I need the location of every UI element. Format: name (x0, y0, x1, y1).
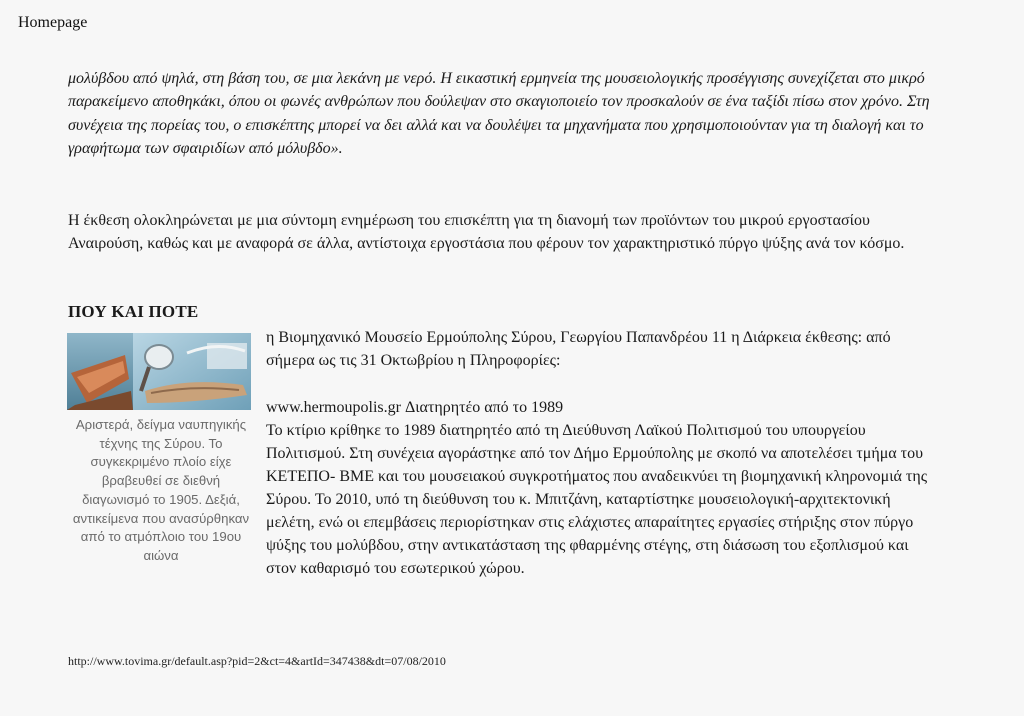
photo-caption: Αριστερά, δείγμα ναυπηγικής τέχνης της Σύρου. Το συγκεκριμένο πλοίο είχε βραβευθεί σε διεθνή διαγωνισμό το 1905. Δεξιά, αντικείμενα που ανασύρθηκαν από το ατμόπλοιο του 19ου αιώνα (72, 417, 250, 563)
website-line: www.hermoupolis.gr Διατηρητέο από το 1989 (266, 399, 564, 416)
article-closing-paragraph: Η έκθεση ολοκληρώνεται με μια σύντομη ενημέρωση του επισκέπτη για τη διανομή των προϊόντων του μικρού εργοστασίου Αναιρούση, καθώς και με αναφορά σε άλλα, αντίστοιχα εργοστάσια που φέρουν τον χαρακτηριστικό πύργο ψύξης ανά τον κόσμο. (68, 212, 905, 253)
article-italic-paragraph: μολύβδου από ψηλά, στη βάση του, σε μια λεκάνη με νερό. Η εικαστική ερμηνεία της μουσειολογικής προσέγγισης συνεχίζεται στο μικρό παρακείμενο αποθηκάκι, όπου οι φωνές ανθρώπων που δούλεψαν στο σκαγιοποιείο τον προσκαλούν σε ένα ταξίδι πίσω στον χρόνο. Στη συνέχεια της πορείας του, ο επισκέπτης μπορεί να δει αλλά και να δουλέψει τα μηχανήματα που χρησιμοποιούνταν για τη διαλογή και το γραφήτωμα των σφαιριδίων από μόλυβδο». (68, 70, 930, 158)
source-url: http://www.tovima.gr/default.asp?pid=2&ct=4&artId=347438&dt=07/08/2010 (68, 654, 446, 668)
info-column (266, 326, 938, 580)
location-text: η Βιομηχανικό Μουσείο Ερμούπολης Σύρου, Γεωργίου Παπανδρέου 11 η Διάρκεια έκθεσης: από σήμερα ως τις 31 Οκτωβρίου η Πληροφορίες: (266, 329, 891, 369)
section-title: ΠΟΥ ΚΑΙ ΠΟΤΕ (68, 302, 199, 321)
exhibit-photo (67, 333, 251, 410)
history-text: Το κτίριο κρίθηκε το 1989 διατηρητέο από τη Διεύθυνση Λαϊκού Πολιτισμού του υπουργείου Πολιτισμού. Στη συνέχεια αγοράστηκε από τον Δήμο Ερμούπολης με σκοπό να αποτελέσει τμήμα του ΚΕΤΕΠΟ- ΒΜΕ και του μουσειακού συγκροτήματος που αναδεικνύει τη βιομηχανική κληρονομιά της Σύρου. Το 2010, υπό τη διεύθυνση του κ. Μπιτζάνη, καταρτίστηκε μουσειολογική-αρχιτεκτονική μελέτη, ενώ οι επεμβάσεις περιορίστηκαν στις ελάχιστες απαραίτητες εργασίες στήριξης στον πύργο ψύξης του μολύβδου, στην αντικατάσταση της φθαρμένης στέγης, στη διάσωση του εξοπλισμού και στον καθαρισμό του εσωτερικού χώρου. (266, 422, 928, 577)
page-header: Homepage (18, 14, 88, 31)
